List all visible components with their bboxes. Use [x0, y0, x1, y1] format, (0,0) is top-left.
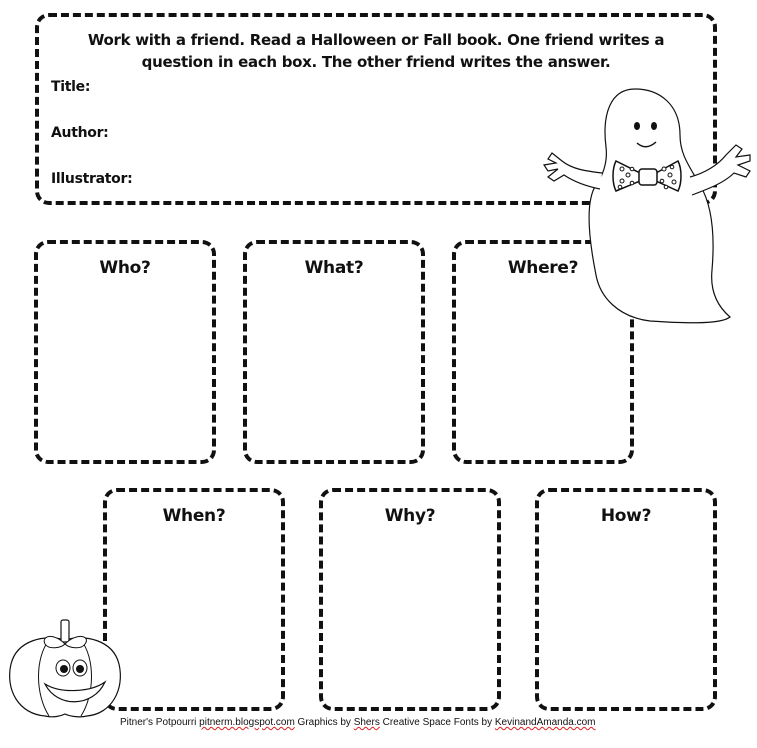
why-box[interactable]	[319, 488, 501, 711]
how-box[interactable]	[535, 488, 717, 711]
shers-link[interactable]: Shers	[353, 717, 380, 728]
footer-text-3: Creative Space Fonts by	[379, 717, 495, 728]
when-label: When?	[162, 506, 226, 526]
where-label: Where?	[507, 258, 579, 278]
who-label: Who?	[99, 258, 151, 278]
illustrator-field-label: Illustrator:	[51, 171, 133, 187]
instructions-text: Work with a friend. Read a Halloween or Fall book. One friend writes a question in each box. The other friend writes the answer.	[87, 31, 665, 71]
ghost-illustration	[540, 85, 755, 325]
why-label: Why?	[384, 506, 436, 526]
what-box[interactable]	[243, 240, 425, 464]
when-box[interactable]	[103, 488, 285, 711]
footer-credits	[120, 717, 596, 728]
footer-text-2: Graphics by	[294, 717, 354, 728]
title-field-label: Title:	[51, 79, 91, 95]
who-box[interactable]	[34, 240, 216, 464]
pumpkin-illustration	[5, 618, 125, 718]
how-label: How?	[600, 506, 652, 526]
footer-text-1: Pitner's Potpourri	[120, 717, 200, 728]
author-field-label: Author:	[51, 125, 109, 141]
fonts-link[interactable]: KevinandAmanda.com	[494, 717, 596, 728]
what-label: What?	[304, 258, 364, 278]
blog-link[interactable]: pitnerm.blogspot.com	[199, 717, 295, 728]
